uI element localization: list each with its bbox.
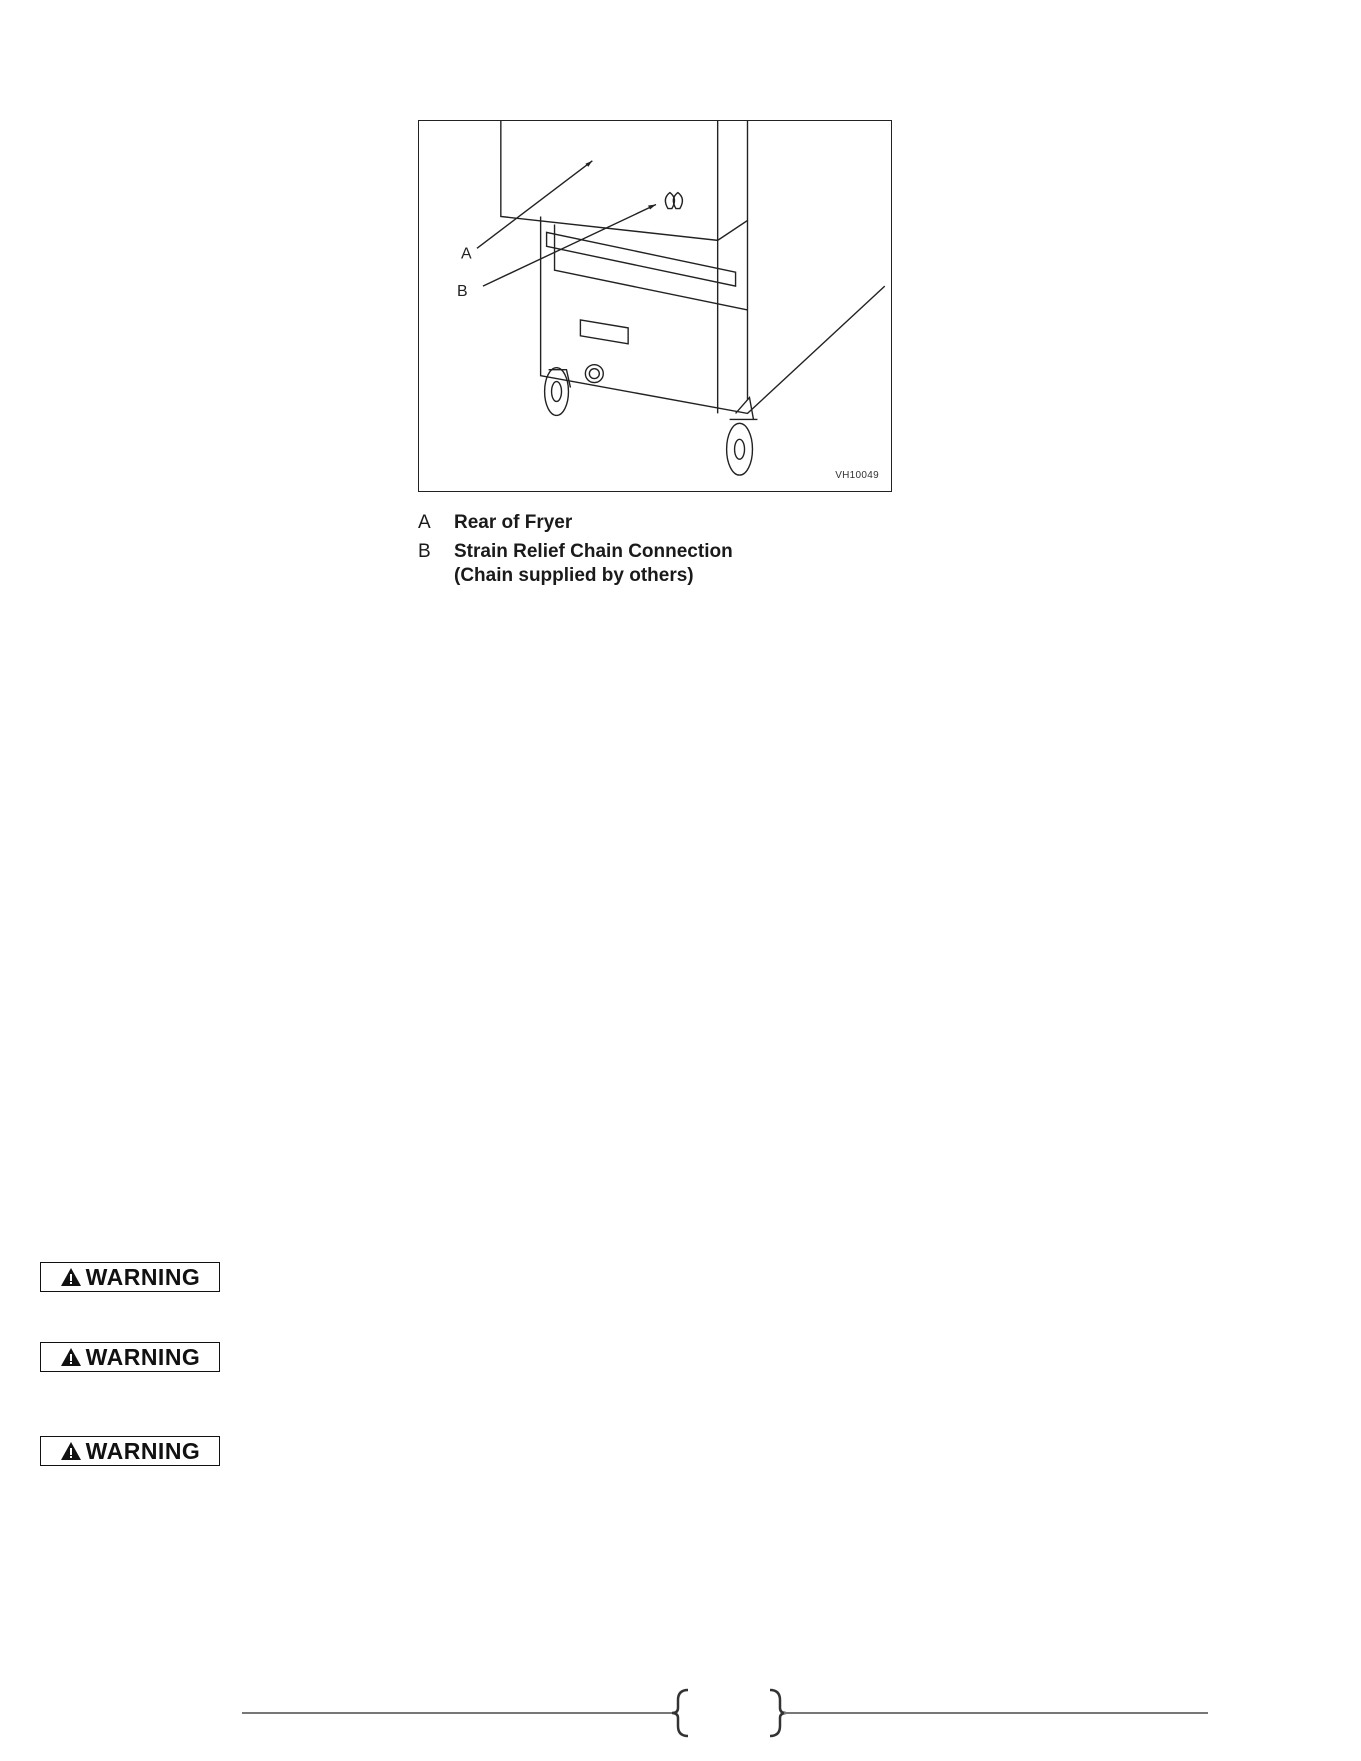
warning-text: WARNING bbox=[85, 1343, 201, 1370]
footer-rule-right bbox=[784, 1712, 1208, 1714]
legend-text: Strain Relief Chain Connection bbox=[454, 541, 733, 562]
rear-panel-outline bbox=[501, 121, 748, 240]
footer-rule-left bbox=[242, 1712, 672, 1714]
warning-label-2 bbox=[40, 1342, 220, 1372]
leader-line-a bbox=[477, 161, 592, 249]
warning-label-3 bbox=[40, 1436, 220, 1466]
label-plate bbox=[580, 320, 628, 344]
warning-triangle-icon bbox=[60, 1267, 82, 1287]
callout-a: A bbox=[461, 245, 472, 263]
legend-key: B bbox=[418, 541, 431, 562]
warning-label-1 bbox=[40, 1262, 220, 1292]
legend-item-a bbox=[418, 512, 918, 541]
lower-body-outline bbox=[541, 216, 885, 413]
warning-triangle-icon bbox=[60, 1347, 82, 1367]
page-number-bracket-left bbox=[670, 1688, 694, 1738]
warning-triangle-icon bbox=[60, 1441, 82, 1461]
figure-id: VH10049 bbox=[835, 470, 879, 481]
legend-key: A bbox=[418, 512, 431, 533]
callout-b: B bbox=[457, 283, 468, 301]
fryer-rear-illustration bbox=[418, 120, 892, 492]
warning-text: WARNING bbox=[85, 1437, 201, 1464]
legend-item-b bbox=[418, 541, 918, 593]
legend-subtext: (Chain supplied by others) bbox=[454, 565, 694, 586]
fryer-drawing bbox=[419, 121, 891, 491]
warning-text: WARNING bbox=[85, 1263, 201, 1290]
figure-legend bbox=[418, 512, 918, 593]
legend-text: Rear of Fryer bbox=[454, 512, 573, 533]
